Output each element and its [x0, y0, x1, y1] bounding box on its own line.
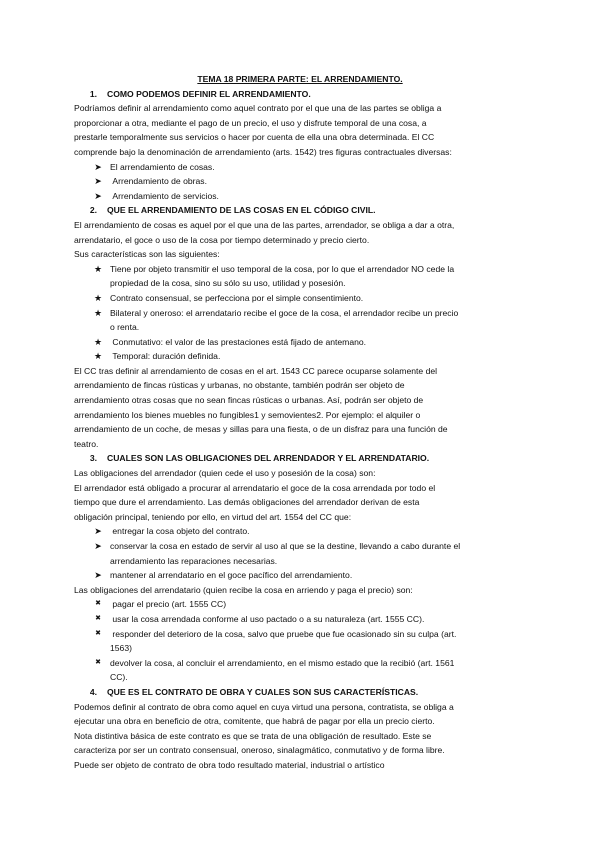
text-line: conservar la cosa en estado de servir al uso al que se la destine, llevando a cabo durante el: [110, 541, 461, 551]
text-line: El arrendamiento de cosas es aquel por el que una de las partes, arrendador, se obliga a dar a otra,: [74, 219, 455, 230]
section-1-heading: [74, 87, 526, 102]
section-number: 4.: [89, 686, 97, 697]
text-line: comprende bajo la denominación de arrendamiento (arts. 1542) tres figuras contractuales diversas:: [74, 146, 452, 157]
section-4-paragraph: [74, 700, 526, 773]
text-line: mantener al arrendatario en el goce pacífico del arrendamiento.: [110, 570, 353, 581]
text-line: propiedad de la cosa, sino su sólo su uso, utilidad y posesión.: [110, 278, 346, 289]
text-line: arrendamiento los bienes muebles no fungibles1 y semovientes2. Por ejemplo: el alquiler o: [74, 409, 421, 420]
text-line: o renta.: [110, 322, 140, 333]
star-bullet-icon: ★: [93, 336, 103, 347]
section-2-heading: [74, 203, 526, 218]
text-line: arrendamiento de fincas rústicas y urbanas, no obstante, también podrán ser objeto de: [74, 380, 405, 391]
star-bullet-icon: ★: [93, 292, 103, 303]
text-line: Las obligaciones del arrendatario (quien recibe la cosa en arriendo y paga el precio) son:: [74, 584, 413, 595]
section-heading-text: QUE ES EL CONTRATO DE OBRA Y CUALES SON SUS CARACTERÍSTICAS.: [107, 686, 419, 697]
text-line: 1563): [110, 643, 132, 654]
section-number: 1.: [89, 88, 97, 99]
text-line: Contrato consensual, se perfecciona por el simple consentimiento.: [110, 292, 364, 303]
arrow-bullet-icon: ➤: [94, 161, 102, 172]
star-bullet-icon: ★: [93, 351, 103, 362]
section-heading-text: QUE EL ARRENDAMIENTO DE LAS COSAS EN EL CÓDIGO CIVIL.: [107, 205, 376, 216]
text-line: teatro.: [74, 438, 99, 449]
x-bullet-icon: ✖: [95, 658, 101, 666]
list-item: [74, 174, 526, 189]
section-number: 2.: [89, 205, 97, 216]
arrow-bullet-icon: ➤: [94, 190, 102, 201]
text-line: Tiene por objeto transmitir el uso temporal de la cosa, por lo que el arrendador NO cede la: [110, 263, 455, 274]
x-bullet-icon: ✖: [95, 600, 101, 608]
section-3-paragraph-2: [74, 583, 526, 598]
section-4-heading: [74, 685, 526, 700]
text-line: tiempo que dure el arrendamiento. Las demás obligaciones del arrendador derivan de esta: [74, 497, 420, 508]
text-line: CC).: [110, 672, 128, 683]
text-line: responder del deterioro de la cosa, salvo que pruebe que fue ocasionado sin su culpa (art.: [112, 628, 457, 639]
document-page: [74, 72, 526, 773]
list-item: [74, 568, 526, 583]
section-3-heading: [74, 451, 526, 466]
list-item: [74, 349, 526, 364]
section-1-paragraph: [74, 101, 526, 159]
text-line: Podemos definir al contrato de obra como aquel en cuya virtud una persona, contratista, se obliga a: [74, 701, 454, 712]
section-2-paragraph-2: [74, 364, 526, 452]
text-line: pagar el precio (art. 1555 CC): [112, 599, 227, 610]
text-line: Temporal: duración definida.: [112, 351, 221, 362]
page-title: TEMA 18 PRIMERA PARTE: EL ARRENDAMIENTO.: [197, 74, 403, 84]
list-item: [74, 612, 526, 627]
list-item-text: Arrendamiento de obras.: [112, 176, 207, 187]
section-heading-text: COMO PODEMOS DEFINIR EL ARRENDAMIENTO.: [107, 88, 311, 99]
text-line: Bilateral y oneroso: el arrendatario recibe el goce de la cosa, el arrendador recibe un precio: [110, 307, 459, 318]
arrow-bullet-icon: ➤: [94, 541, 102, 551]
text-line: Las obligaciones del arrendador (quien cede el uso y posesión de la cosa) son:: [74, 468, 376, 479]
section-2-list: [74, 262, 526, 364]
section-1-list: [74, 160, 526, 204]
section-3-list: [74, 524, 526, 582]
x-bullet-icon: ✖: [95, 629, 101, 637]
list-item: [74, 306, 526, 335]
list-item: [74, 656, 526, 685]
section-heading-text: CUALES SON LAS OBLIGACIONES DEL ARRENDADOR Y EL ARRENDATARIO.: [107, 453, 430, 464]
section-3-paragraph: [74, 466, 526, 524]
text-line: arrendamiento de un coche, de mesas y sillas para una fiesta, o de un disfraz para una función de: [74, 424, 448, 435]
text-line: Sus características son las siguientes:: [74, 249, 220, 260]
section-3-list-2: [74, 597, 526, 685]
list-item: [74, 189, 526, 204]
list-item-text: Arrendamiento de servicios.: [112, 190, 219, 201]
text-line: prestarle temporalmente sus servicios o hacer por cuenta de ella una obra determinada. El CC: [74, 132, 435, 143]
text-line: proporcionar a otra, mediante el pago de un precio, el uso y disfrute temporal de una cosa, a: [74, 117, 427, 128]
list-item: [74, 291, 526, 306]
star-bullet-icon: ★: [93, 307, 103, 318]
arrow-bullet-icon: ➤: [94, 570, 102, 581]
text-line: obligación principal, teniendo por ello, en virtud del art. 1554 del CC que:: [74, 511, 352, 522]
x-bullet-icon: ✖: [95, 614, 101, 622]
text-line: El CC tras definir al arrendamiento de cosas en el art. 1543 CC parece ocuparse solamente del: [74, 365, 438, 376]
text-line: Conmutativo: el valor de las prestaciones está fijado de antemano.: [112, 336, 367, 347]
section-number: 3.: [89, 453, 97, 464]
arrow-bullet-icon: ➤: [94, 526, 102, 537]
text-line: devolver la cosa, al concluir el arrendamiento, en el mismo estado que la recibió (art. 1561: [110, 657, 455, 668]
list-item: [74, 524, 526, 539]
list-item-text: El arrendamiento de cosas.: [110, 161, 215, 172]
star-bullet-icon: ★: [93, 263, 103, 274]
list-item: [74, 627, 526, 656]
text-line: arrendamiento las reparaciones necesarias.: [110, 555, 278, 566]
text-line: entregar la cosa objeto del contrato.: [112, 526, 250, 537]
text-line: Podríamos definir al arrendamiento como aquel contrato por el que una de las partes se obliga a: [74, 103, 442, 114]
text-line: caracteriza por ser un contrato consensual, oneroso, sinalagmático, conmutativo y de forma libre.: [74, 745, 445, 756]
list-item: [74, 160, 526, 175]
text-line: Nota distintiva básica de este contrato es que se trata de una obligación de resultado. Este se: [74, 730, 432, 741]
text-line: arrendamiento otras cosas que no sean fincas rústicas o urbanas. Así, podrán ser objeto de: [74, 395, 424, 406]
text-line: El arrendador está obligado a procurar al arrendatario el goce de la cosa arrendada por todo el: [74, 482, 436, 493]
text-line: Puede ser objeto de contrato de obra todo resultado material, industrial o artístico: [74, 759, 385, 770]
text-line: usar la cosa arrendada conforme al uso pactado o a su naturaleza (art. 1555 CC).: [112, 613, 425, 624]
arrow-bullet-icon: ➤: [94, 176, 102, 187]
text-line: ejecutar una obra en beneficio de otra, comitente, que habrá de pagar por ella un precio cierto.: [74, 716, 435, 727]
list-item: [74, 539, 526, 568]
text-line: arrendatario, el goce o uso de la cosa por tiempo determinado y precio cierto.: [74, 234, 370, 245]
list-item: [74, 262, 526, 291]
section-2-paragraph: [74, 218, 526, 262]
list-item: [74, 597, 526, 612]
list-item: [74, 335, 526, 350]
